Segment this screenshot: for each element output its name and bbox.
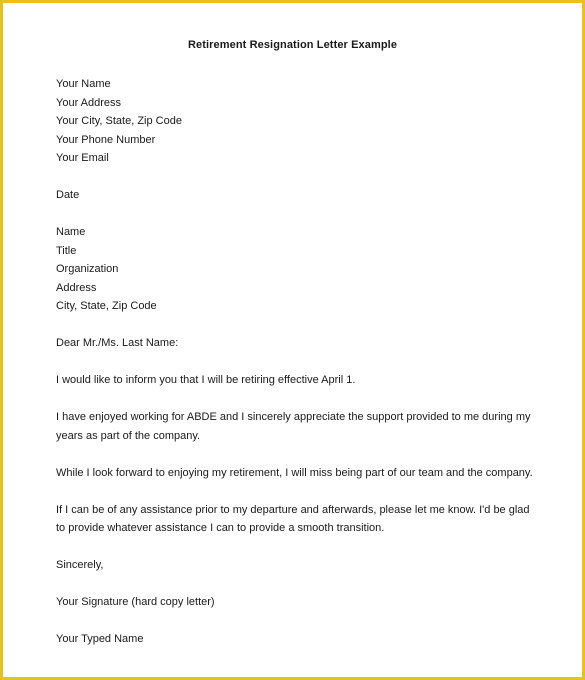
recipient-organization: Organization <box>56 263 119 275</box>
sender-block <box>56 75 536 168</box>
signature-line: Your Signature (hard copy letter) <box>56 596 215 608</box>
salutation: Dear Mr./Ms. Last Name: <box>56 337 179 349</box>
paragraph-2: I have enjoyed working for ABDE and I sincerely appreciate the support provided to me during my years as part of the company. <box>56 411 531 442</box>
sender-name: Your Name <box>56 78 111 90</box>
recipient-address: Address <box>56 281 97 294</box>
sender-email: Your Email <box>56 152 109 164</box>
typed-name <box>56 630 536 649</box>
recipient-block <box>56 223 536 316</box>
sender-phone: Your Phone Number <box>56 133 156 146</box>
letter-body <box>56 75 536 667</box>
closing: Sincerely, <box>56 559 104 571</box>
recipient-title: Title <box>56 244 77 257</box>
paragraph-4: If I can be of any assistance prior to my departure and afterwards, please let me know. I'd be glad to provide whatever assistance I can to provide a smooth transition. <box>56 503 530 534</box>
recipient-city-state-zip: City, State, Zip Code <box>56 300 157 312</box>
paragraph-3: While I look forward to enjoying my retirement, I will miss being part of our team and the company. <box>56 466 533 479</box>
letter-title: Retirement Resignation Letter Example <box>187 39 398 51</box>
date-line: Date <box>56 189 80 201</box>
sender-address: Your Address <box>56 96 122 109</box>
paragraph-1: I would like to inform you that I will be retiring effective April 1. <box>56 374 356 386</box>
typed-name-text: Your Typed Name <box>56 633 144 645</box>
sender-city-state-zip: Your City, State, Zip Code <box>56 115 182 127</box>
recipient-name: Name <box>56 226 86 238</box>
